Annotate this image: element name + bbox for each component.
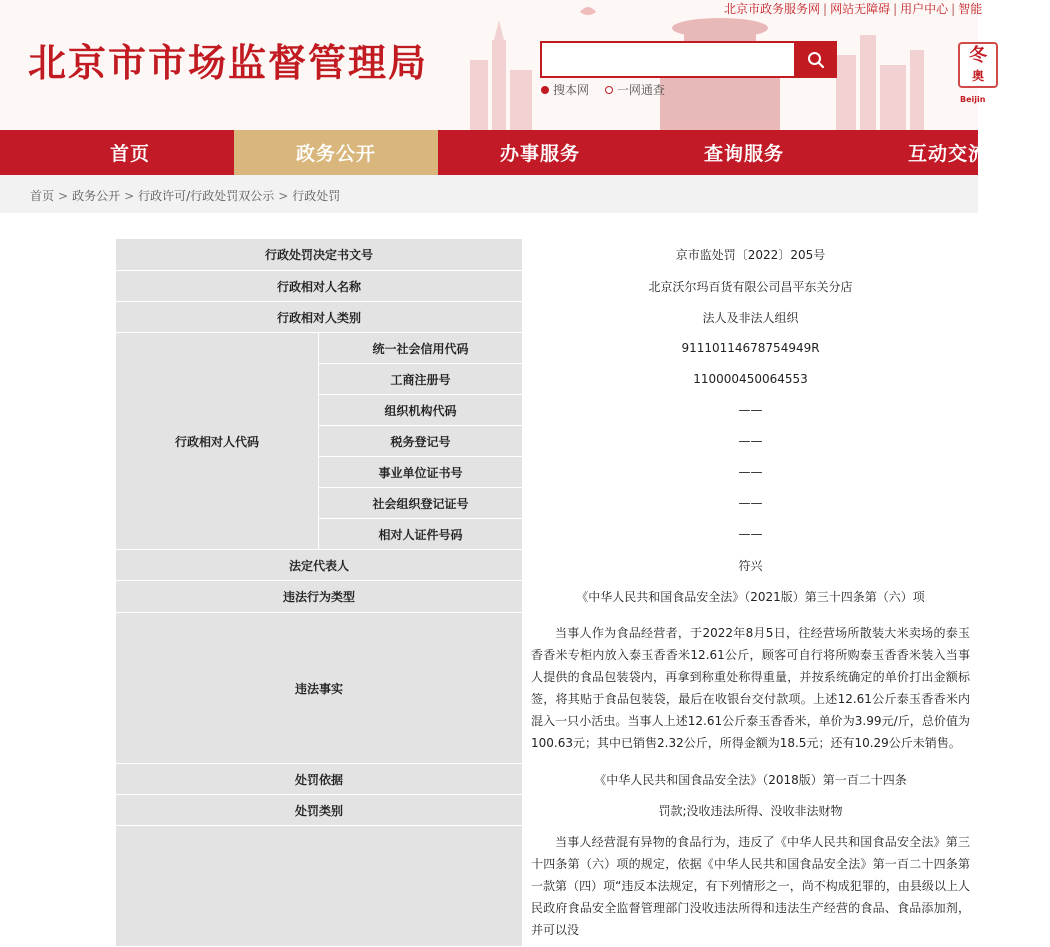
party-name-label: 行政相对人名称 bbox=[116, 271, 523, 302]
table-row bbox=[116, 613, 979, 764]
search-icon bbox=[807, 51, 825, 69]
legal-rep-value: 符兴 bbox=[523, 550, 979, 581]
code-value-tax: —— bbox=[523, 426, 979, 457]
party-type-label: 行政相对人类别 bbox=[116, 302, 523, 333]
table-row bbox=[116, 271, 979, 302]
code-label-business-reg: 工商注册号 bbox=[319, 364, 523, 395]
breadcrumb: 首页 > 政务公开 > 行政许可/行政处罚双公示 > 行政处罚 bbox=[30, 189, 341, 203]
search-scope-site[interactable]: 搜本网 bbox=[541, 81, 589, 98]
search-scope-all[interactable]: 一网通查 bbox=[605, 81, 665, 98]
breadcrumb-home[interactable]: 首页 bbox=[30, 189, 55, 203]
decision-no-label: 行政处罚决定书文号 bbox=[116, 239, 523, 271]
party-code-group-label: 行政相对人代码 bbox=[116, 333, 319, 550]
site-title: 北京市市场监督管理局 bbox=[28, 40, 429, 85]
code-label-org: 组织机构代码 bbox=[319, 395, 523, 426]
penalty-detail-table bbox=[115, 238, 978, 947]
logo-caption: Beijin bbox=[960, 95, 986, 104]
content-label bbox=[116, 826, 523, 947]
toplink-accessibility[interactable]: 网站无障碍 bbox=[830, 2, 891, 16]
radio-selected-icon bbox=[541, 86, 549, 94]
table-row bbox=[116, 795, 979, 826]
table-row bbox=[116, 764, 979, 795]
category-label: 处罚类别 bbox=[116, 795, 523, 826]
toplink-user-center[interactable]: 用户中心 bbox=[900, 2, 949, 16]
table-row bbox=[116, 826, 979, 947]
code-value-org: —— bbox=[523, 395, 979, 426]
search-scope-options bbox=[541, 81, 677, 98]
code-value-institution: —— bbox=[523, 457, 979, 488]
table-row bbox=[116, 302, 979, 333]
breadcrumb-bar bbox=[0, 175, 978, 213]
nav-query[interactable]: 查询服务 bbox=[703, 143, 784, 165]
legal-rep-label: 法定代表人 bbox=[116, 550, 523, 581]
content-value: 当事人经营混有异物的食品行为，违反了《中华人民共和国食品安全法》第三十四条第（六）项的规定，依据《中华人民共和国食品安全法》第一百二十四条第一款第（四）项“违反本法规定，有下列情形之一，尚不构成犯罪的，由县级以上人民政府食品安全监督管理部门没收违法所得和违法生产经营的食品、食品添加剂，并可以没 bbox=[523, 826, 979, 947]
code-value-id-no: —— bbox=[523, 519, 979, 550]
code-label-id-no: 相对人证件号码 bbox=[319, 519, 523, 550]
code-value-business-reg: 110000450064553 bbox=[523, 364, 979, 395]
facts-value: 当事人作为食品经营者，于2022年8月5日，往经营场所散装大米卖场的泰玉香香米专柜内放入泰玉香香米12.61公斤，顾客可自行将所购泰玉香香米装入当事人提供的食品包装袋内，再拿到称重处称得重量，并按系统确定的单价打出金额标签，将其贴于食品包装袋，最后在收银台交付款项。上述12.61公斤泰玉香香米内混入一只小活虫。当事人上述12.61公斤泰玉香香米，单价为3.99元/斤，总价值为100.63元；其中已销售2.32公斤，所得金额为18.5元；还有10.29公斤未销售。 bbox=[523, 613, 979, 764]
winter-olympics-logo: 冬 奥 bbox=[958, 42, 998, 88]
nav-interaction[interactable]: 互动交流 bbox=[907, 143, 988, 165]
basis-value: 《中华人民共和国食品安全法》（2018版）第一百二十四条 bbox=[523, 764, 979, 795]
breadcrumb-penalty[interactable]: 行政处罚 bbox=[292, 189, 341, 203]
basis-label: 处罚依据 bbox=[116, 764, 523, 795]
breadcrumb-double-publicity[interactable]: 行政许可/行政处罚双公示 bbox=[138, 189, 275, 203]
table-row bbox=[116, 581, 979, 613]
nav-gov-affairs[interactable]: 政务公开 bbox=[234, 130, 438, 175]
search-box bbox=[540, 41, 796, 78]
code-label-social-org: 社会组织登记证号 bbox=[319, 488, 523, 519]
category-value: 罚款;没收违法所得、没收非法财物 bbox=[523, 795, 979, 826]
toplink-gov-service[interactable]: 北京市政务服务网 bbox=[724, 2, 821, 16]
breadcrumb-gov-affairs[interactable]: 政务公开 bbox=[72, 189, 121, 203]
search-input[interactable] bbox=[542, 43, 794, 76]
code-value-credit: 91110114678754949R bbox=[523, 333, 979, 364]
site-header bbox=[0, 0, 987, 130]
nav-services[interactable]: 办事服务 bbox=[499, 143, 580, 165]
party-name-value: 北京沃尔玛百货有限公司昌平东关分店 bbox=[523, 271, 979, 302]
violation-type-label: 违法行为类型 bbox=[116, 581, 523, 613]
code-label-tax: 税务登记号 bbox=[319, 426, 523, 457]
table-row bbox=[116, 333, 979, 364]
table-row bbox=[116, 239, 979, 271]
search-button[interactable] bbox=[795, 41, 837, 78]
facts-label: 违法事实 bbox=[116, 613, 523, 764]
toplink-smart[interactable]: 智能 bbox=[958, 2, 983, 16]
decision-no-value: 京市监处罚〔2022〕205号 bbox=[523, 239, 979, 271]
radio-unselected-icon bbox=[605, 86, 613, 94]
code-value-social-org: —— bbox=[523, 488, 979, 519]
top-links: 北京市政务服务网 | 网站无障碍 | 用户中心 | 智能 bbox=[724, 2, 983, 16]
violation-type-value: 《中华人民共和国食品安全法》（2021版）第三十四条第（六）项 bbox=[523, 581, 979, 613]
party-type-value: 法人及非法人组织 bbox=[523, 302, 979, 333]
table-row bbox=[116, 550, 979, 581]
main-nav bbox=[0, 130, 988, 175]
code-label-credit: 统一社会信用代码 bbox=[319, 333, 523, 364]
nav-home[interactable]: 首页 bbox=[109, 143, 150, 165]
code-label-institution: 事业单位证书号 bbox=[319, 457, 523, 488]
